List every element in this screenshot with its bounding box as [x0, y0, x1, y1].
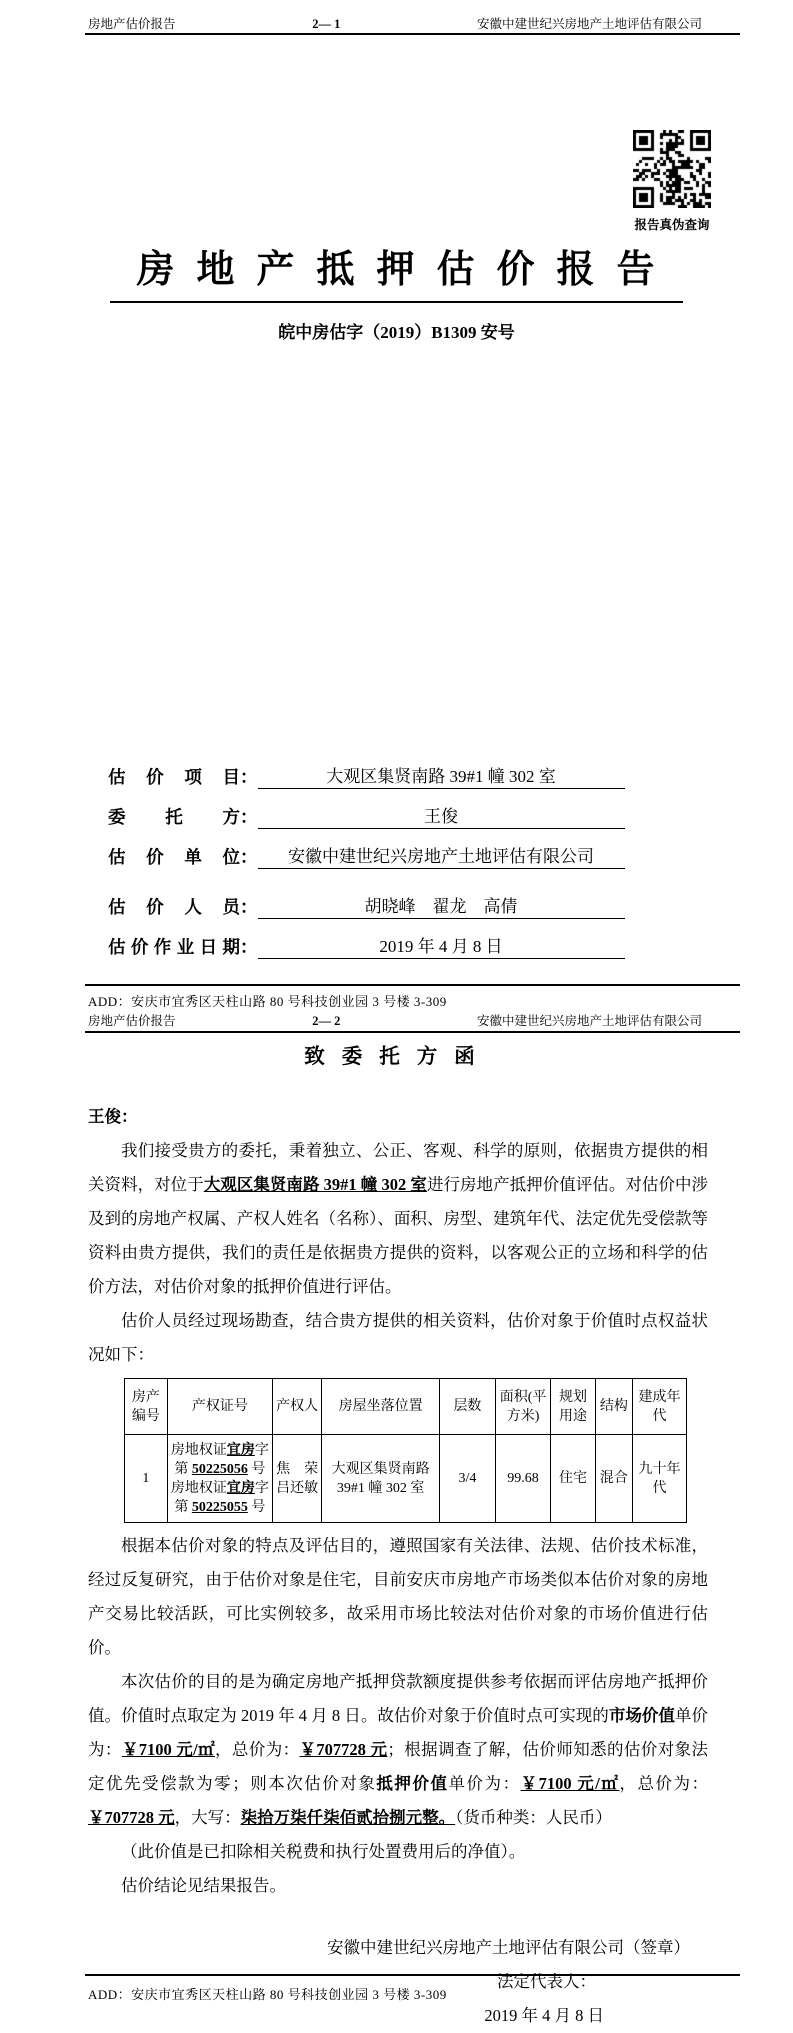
- page1-footer-rule: [85, 984, 740, 986]
- field-appraisers-label: 估价人员: [108, 897, 240, 917]
- field-project: [108, 762, 708, 787]
- qr-caption: 报告真伪查询: [634, 218, 710, 232]
- col-structure: 结构: [595, 1379, 632, 1435]
- cell-structure: 混合: [595, 1435, 632, 1523]
- header-page-number: 2— 1: [312, 17, 341, 31]
- field-agency-value: 安徽中建世纪兴房地产土地评估有限公司: [258, 842, 625, 869]
- field-colon: ：: [240, 807, 258, 827]
- signature-company: 安徽中建世纪兴房地产土地评估有限公司（签章）: [327, 1938, 690, 1957]
- owner-name: 焦 荣: [276, 1461, 319, 1477]
- field-agency: [108, 842, 708, 867]
- field-agency-label: 估价单位: [108, 847, 240, 867]
- para1-text: 进行房地产抵押价值评估。对估价中涉及到的房地产权属、产权人姓名（名称）、面积、房型、建筑年代、法定优先受偿款等资料由贵方提供，我们的责任是依据贵方提供的资料，以客观公正的立场和科学的估价方法，对估价对象的抵押价值进行评估。: [88, 1175, 709, 1296]
- header-company-name: 安徽中建世纪兴房地产土地评估有限公司: [476, 1014, 702, 1028]
- table-header-row: [125, 1379, 687, 1435]
- location-line: 大观区集贤南路: [331, 1461, 430, 1477]
- field-client-label: 委托方: [108, 807, 240, 827]
- cell-owner: [272, 1435, 321, 1523]
- cell-area: 99.68: [495, 1435, 550, 1523]
- letter-paragraph-2: 估价人员经过现场勘查，结合贵方提供的相关资料，估价对象于价值时点权益状况如下：: [88, 1311, 708, 1364]
- qr-code-icon: [633, 130, 711, 208]
- market-unit-price: ￥7100 元/㎡: [121, 1740, 216, 1759]
- header-company-name: 安徽中建世纪兴房地产土地评估有限公司: [476, 17, 702, 31]
- col-owner: 产权人: [272, 1379, 321, 1435]
- report-title-wrap: [0, 238, 793, 303]
- page2-header-rule: [85, 1031, 740, 1033]
- page1-header-rule: [85, 33, 740, 35]
- cert-text: 字第: [174, 1442, 269, 1477]
- para4-text: ，总价为：: [215, 1740, 300, 1759]
- field-date-value: 2019 年 4 月 8 日: [258, 932, 625, 959]
- page1-header: [88, 16, 702, 32]
- col-planned-use: 规划用途: [551, 1379, 596, 1435]
- cert-text: 号: [247, 1499, 266, 1515]
- cert-number: 50225055: [191, 1499, 248, 1515]
- para1-address: 大观区集贤南路 39#1 幢 302 室: [203, 1175, 427, 1194]
- cert-text: 号: [247, 1461, 266, 1477]
- col-area: 面积(平方米): [495, 1379, 550, 1435]
- net-value-note: （此价值是已扣除相关税费和执行处置费用后的净值）。: [121, 1842, 526, 1861]
- field-date-label: 估价作业日期: [108, 937, 240, 957]
- cert-text: 房地权证: [170, 1442, 227, 1458]
- para4-text: 单价为：: [448, 1774, 521, 1793]
- report-number: 皖中房估字（2019）B1309 安号: [278, 323, 515, 342]
- field-colon: ：: [240, 897, 258, 917]
- owner-name: 吕还敏: [276, 1480, 319, 1496]
- property-rights-table: [124, 1378, 687, 1523]
- cert-text: 房地权证: [170, 1480, 227, 1496]
- report-title: 房地产抵押估价报告: [110, 238, 682, 303]
- total-price-in-words: 柒拾万柒仟柒佰贰拾捌元整。: [240, 1808, 456, 1827]
- field-appraisers-value: 胡晓峰 翟龙 高倩: [258, 892, 625, 919]
- field-client: [108, 802, 708, 827]
- col-cert-no: 产权证号: [167, 1379, 272, 1435]
- col-floors: 层数: [439, 1379, 495, 1435]
- field-project-value: 大观区集贤南路 39#1 幢 302 室: [258, 762, 625, 789]
- field-colon: ：: [240, 847, 258, 867]
- header-doc-type: 房地产估价报告: [88, 17, 176, 31]
- signature-legal-rep: 法定代表人：: [497, 1972, 596, 1991]
- location-line: 39#1 幢 302 室: [336, 1480, 425, 1496]
- market-value-label: 市场价值: [608, 1706, 675, 1725]
- para4-text: 本次估价的目的是为确定房地产抵押贷款额度提供参考依据而评估房地产抵押价值。价值时点取定为 2019 年 4 月 8 日。故估价对象于价值时点可实现的: [88, 1672, 708, 1725]
- letter-title: 致委托方函: [304, 1046, 492, 1068]
- page2-header: [88, 1013, 702, 1029]
- table-row: [125, 1435, 687, 1523]
- para4-text: ，大写：: [174, 1808, 241, 1827]
- mortgage-total-price: ￥707728 元: [88, 1808, 175, 1827]
- field-colon: ：: [240, 767, 258, 787]
- para4-text: 单价为：: [88, 1706, 709, 1759]
- cell-planned-use: 住宅: [551, 1435, 596, 1523]
- cell-floors: 3/4: [439, 1435, 495, 1523]
- letter-salutation: 王俊：: [88, 1107, 138, 1126]
- signature-date: 2019 年 4 月 8 日: [484, 2006, 604, 2025]
- cert-series: 宜房: [226, 1442, 255, 1458]
- table-header: [125, 1379, 687, 1435]
- cell-location: [322, 1435, 440, 1523]
- field-project-label: 估价项目: [108, 767, 240, 787]
- field-appraisers: [108, 892, 708, 917]
- cell-cert-no: [167, 1435, 272, 1523]
- page2-footer-rule: [85, 1974, 740, 1976]
- market-total-price: ￥707728 元: [299, 1740, 388, 1759]
- currency-note: （货币种类：人民币）: [455, 1808, 612, 1827]
- letter-paragraph-4: [88, 1665, 708, 1835]
- cover-fields: [108, 762, 708, 972]
- cert-text: 字第: [174, 1480, 269, 1515]
- qr-block: [629, 130, 715, 233]
- letter-body: [88, 1040, 708, 2033]
- cell-built-era: 九十年代: [633, 1435, 687, 1523]
- page1-footer-address: ADD：安庆市宜秀区天柱山路 80 号科技创业园 3 号楼 3-309: [88, 994, 447, 1009]
- col-property-no: 房产编号: [125, 1379, 168, 1435]
- letter-paragraph-3: 根据本估价对象的特点及评估目的，遵照国家有关法律、法规、估价技术标准，经过反复研究，由于估价对象是住宅，目前安庆市房地产市场类似本估价对象的房地产交易比较活跃，可比实例较多，故采用市场比较法对估价对象的市场价值进行估价。: [88, 1536, 708, 1657]
- conclusion-note: 估价结论见结果报告。: [121, 1876, 286, 1895]
- para1-text: 我们接受贵方的委托，秉着独立、公正、客观、科学的原则，依据贵方提供的相关资料，对位于: [88, 1141, 708, 1194]
- para4-text: ；根据调查了解，估价师知悉的估价对象法定优先受偿款为零；则本次估价对象: [88, 1740, 709, 1793]
- header-page-number: 2— 2: [312, 1014, 341, 1028]
- cert-number: 50225056: [191, 1461, 248, 1477]
- col-built-era: 建成年代: [633, 1379, 687, 1435]
- field-client-value: 王俊: [258, 802, 625, 829]
- mortgage-unit-price: ￥7100 元/㎡: [520, 1774, 620, 1793]
- mortgage-value-label: 抵押价值: [376, 1774, 449, 1793]
- field-colon: ：: [240, 937, 258, 957]
- field-date: [108, 932, 708, 957]
- cell-property-no: 1: [125, 1435, 168, 1523]
- page2-footer-address: ADD：安庆市宜秀区天柱山路 80 号科技创业园 3 号楼 3-309: [88, 1987, 447, 2002]
- cert-series: 宜房: [226, 1480, 255, 1496]
- letter-paragraph-1: [88, 1134, 708, 1304]
- header-doc-type: 房地产估价报告: [88, 1014, 176, 1028]
- col-location: 房屋坐落位置: [322, 1379, 440, 1435]
- para4-text: ，总价为：: [619, 1774, 709, 1793]
